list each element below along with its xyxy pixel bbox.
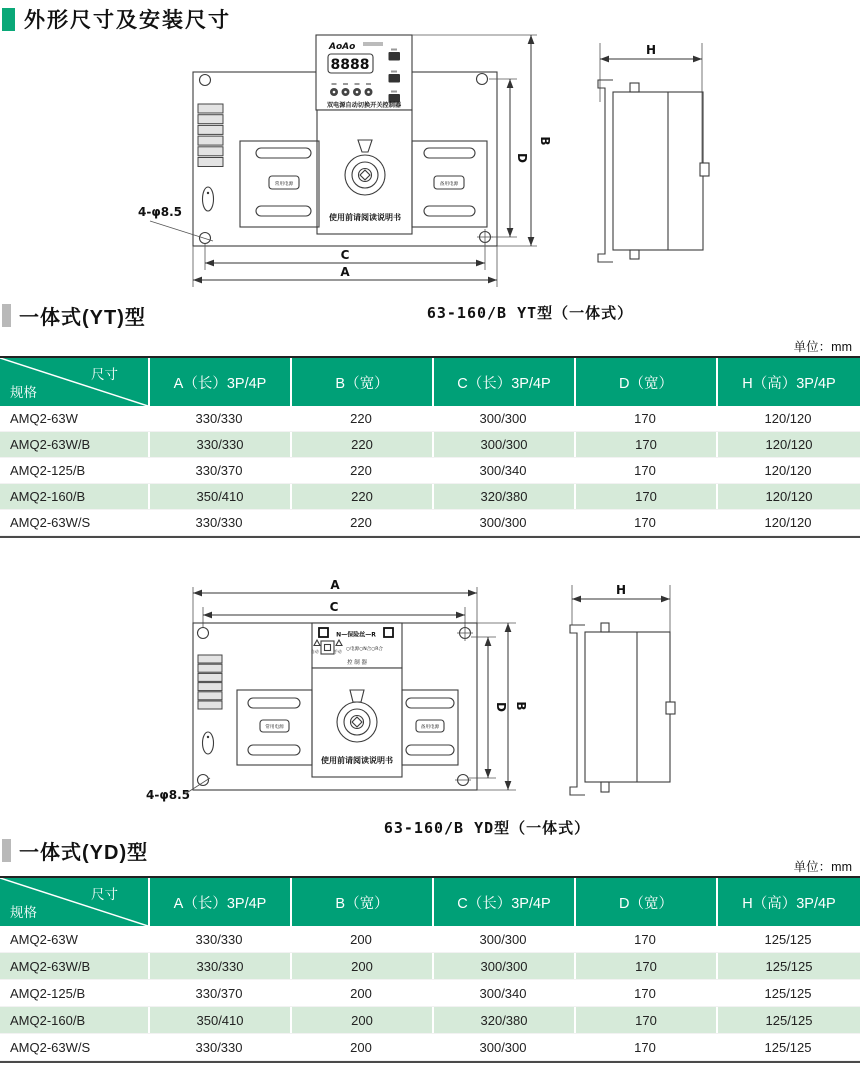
value-cell: 320/380 bbox=[432, 1007, 574, 1033]
reserve-power-label: 备用电源 bbox=[420, 725, 440, 730]
value-cell: 200 bbox=[350, 931, 372, 947]
top-tab bbox=[601, 623, 609, 632]
terminal-block bbox=[198, 655, 222, 709]
dim-d-label: D bbox=[515, 153, 529, 163]
table-row bbox=[0, 510, 860, 536]
value-cell: 300/340 bbox=[479, 463, 527, 478]
col-header-b: B（宽） bbox=[290, 878, 432, 926]
controller-module bbox=[316, 35, 412, 110]
value-cell: 170 bbox=[634, 463, 656, 478]
dim-b-label: B bbox=[538, 136, 552, 146]
dim-b-label: B bbox=[514, 701, 528, 711]
col-header-c: C（长）3P/4P bbox=[432, 878, 574, 926]
col-header-c: C（长）3P/4P bbox=[432, 358, 574, 406]
yt-section-marker-icon bbox=[2, 304, 11, 327]
bottom-tab bbox=[601, 782, 609, 792]
value-cell: 300/300 bbox=[432, 432, 574, 457]
dim-h-label: H bbox=[645, 43, 657, 57]
normal-power-pad bbox=[237, 690, 312, 765]
value-cell: 125/125 bbox=[764, 931, 812, 947]
value-cell: 330/330 bbox=[195, 411, 243, 426]
value-cell: 300/300 bbox=[479, 411, 527, 426]
value-cell: 220 bbox=[290, 484, 432, 509]
value-cell: 120/120 bbox=[716, 432, 860, 457]
body-profile bbox=[585, 632, 670, 782]
spec-cell: AMQ2-63W/B bbox=[0, 953, 148, 979]
yd-section-heading: 一体式(YD)型 bbox=[19, 842, 149, 864]
value-cell: 125/125 bbox=[764, 1039, 812, 1055]
value-cell: 300/300 bbox=[479, 515, 527, 530]
dim-d-label: D bbox=[494, 702, 508, 712]
keyhole-slot bbox=[203, 187, 214, 211]
page-title: 外形尺寸及安装尺寸 bbox=[24, 9, 231, 32]
value-cell: 170 bbox=[634, 985, 656, 1001]
value-cell: 125/125 bbox=[764, 985, 812, 1001]
fuse-label: N—保险丝—R bbox=[336, 631, 376, 639]
value-cell: 350/410 bbox=[148, 484, 290, 509]
value-cell: 350/410 bbox=[148, 1007, 290, 1033]
spec-cell: AMQ2-160/B bbox=[0, 484, 148, 509]
yt-dimension-drawing bbox=[0, 28, 860, 292]
yd-unit-label: 单位：mm bbox=[793, 860, 852, 874]
value-cell: 170 bbox=[634, 515, 656, 530]
table-row bbox=[0, 1034, 860, 1061]
yt-unit-label: 单位：mm bbox=[793, 340, 852, 354]
yt-table-header bbox=[0, 358, 860, 406]
yd-section-bar bbox=[2, 836, 148, 865]
body-profile bbox=[613, 92, 703, 250]
table-corner-cell bbox=[0, 878, 148, 926]
value-cell: 320/380 bbox=[432, 484, 574, 509]
mounting-hole bbox=[198, 628, 209, 639]
col-header-d: D（宽） bbox=[574, 878, 716, 926]
top-tab bbox=[630, 83, 639, 92]
col-header-a: A（长）3P/4P bbox=[148, 878, 290, 926]
normal-power-label: 常用电源 bbox=[274, 182, 294, 187]
mounting-hole-crosshair bbox=[477, 229, 493, 245]
table-row bbox=[0, 406, 860, 432]
keyhole-slot bbox=[203, 732, 214, 754]
read-manual-text: 使用前请阅读说明书 bbox=[329, 213, 401, 222]
mounting-bracket bbox=[570, 625, 585, 795]
value-cell: 200 bbox=[290, 953, 432, 979]
yd-section-marker-icon bbox=[2, 839, 11, 862]
dimension-lines bbox=[193, 578, 477, 627]
value-cell: 300/300 bbox=[432, 953, 574, 979]
bottom-tab bbox=[630, 250, 639, 259]
spec-cell: AMQ2-63W/B bbox=[0, 432, 148, 457]
yt-side-view bbox=[598, 43, 709, 262]
controller-caption: 双电源自动切换开关控制器 bbox=[326, 102, 402, 109]
yd-side-view bbox=[570, 583, 675, 795]
dim-a-label: A bbox=[330, 578, 340, 592]
indicator-labels: ○电源○N合○R合 bbox=[346, 647, 384, 652]
value-cell: 220 bbox=[290, 432, 432, 457]
value-cell: 120/120 bbox=[716, 484, 860, 509]
mounting-hole-crosshair bbox=[455, 775, 471, 786]
value-cell: 120/120 bbox=[764, 463, 812, 478]
dim-c-label: C bbox=[340, 248, 350, 262]
col-header-h: H（高）3P/4P bbox=[716, 878, 860, 926]
col-header-b: B（宽） bbox=[290, 358, 432, 406]
value-cell: 220 bbox=[350, 463, 372, 478]
value-cell: 170 bbox=[574, 1007, 716, 1033]
brand-logo: AoAo bbox=[329, 42, 356, 52]
spec-cell: AMQ2-63W bbox=[10, 411, 78, 426]
value-cell: 200 bbox=[350, 1039, 372, 1055]
controller-panel bbox=[311, 623, 402, 668]
value-cell: 330/330 bbox=[195, 1039, 243, 1055]
hole-spec-label: 4-φ8.5 bbox=[138, 205, 182, 219]
value-cell: 120/120 bbox=[764, 515, 812, 530]
yt-drawing-caption: 63-160/B YT型（一体式） bbox=[426, 304, 634, 322]
value-cell: 220 bbox=[350, 411, 372, 426]
spec-cell: AMQ2-63W bbox=[10, 931, 78, 947]
yt-section-heading: 一体式(YT)型 bbox=[19, 307, 146, 329]
yd-table-header bbox=[0, 878, 860, 926]
controller-buttons bbox=[389, 49, 401, 103]
manual-label: 手动 bbox=[334, 649, 342, 654]
controller-label: 控 制 器 bbox=[347, 660, 367, 666]
yd-front-view bbox=[146, 578, 528, 802]
corner-dim-label: 尺寸 bbox=[91, 887, 118, 902]
table-row bbox=[0, 953, 860, 980]
value-cell: 330/330 bbox=[148, 432, 290, 457]
value-cell: 300/340 bbox=[479, 985, 527, 1001]
table-row bbox=[0, 484, 860, 510]
table-row bbox=[0, 432, 860, 458]
reserve-power-label: 备用电源 bbox=[439, 182, 459, 187]
corner-dim-label: 尺寸 bbox=[91, 367, 118, 382]
value-cell: 330/370 bbox=[195, 985, 243, 1001]
value-cell: 330/330 bbox=[195, 515, 243, 530]
terminal-block bbox=[198, 104, 223, 167]
table-row bbox=[0, 926, 860, 953]
value-cell: 170 bbox=[574, 953, 716, 979]
value-cell: 170 bbox=[634, 411, 656, 426]
auto-label: 自动 bbox=[311, 649, 319, 654]
yd-dimensions-table bbox=[0, 876, 860, 1063]
corner-spec-label: 规格 bbox=[10, 385, 37, 400]
corner-spec-label: 规格 bbox=[10, 905, 37, 920]
spec-cell: AMQ2-63W/S bbox=[10, 515, 91, 530]
col-header-a: A（长）3P/4P bbox=[148, 358, 290, 406]
switch-unit bbox=[312, 668, 402, 777]
value-cell: 125/125 bbox=[716, 1007, 860, 1033]
yd-drawing-caption: 63-160/B YD型（一体式） bbox=[383, 819, 591, 837]
value-cell: 220 bbox=[350, 515, 372, 530]
col-header-h: H（高）3P/4P bbox=[716, 358, 860, 406]
col-header-d: D（宽） bbox=[574, 358, 716, 406]
hole-spec-label: 4-φ8.5 bbox=[146, 788, 190, 802]
mounting-hole-crosshair bbox=[457, 625, 473, 641]
mounting-bracket bbox=[598, 80, 613, 262]
dim-a-label: A bbox=[340, 265, 350, 279]
normal-power-label: 常用电源 bbox=[265, 725, 284, 730]
value-cell: 300/300 bbox=[479, 1039, 527, 1055]
value-cell: 170 bbox=[634, 931, 656, 947]
reserve-power-pad bbox=[402, 690, 458, 765]
table-corner-cell bbox=[0, 358, 148, 406]
spec-cell: AMQ2-125/B bbox=[10, 463, 86, 478]
value-cell: 170 bbox=[574, 432, 716, 457]
display-digits: 8888 bbox=[330, 57, 370, 73]
brand-subtext bbox=[363, 42, 383, 46]
yt-front-view bbox=[138, 35, 552, 287]
normal-power-pad bbox=[240, 141, 319, 227]
value-cell: 200 bbox=[290, 1007, 432, 1033]
spec-cell: AMQ2-63W/S bbox=[10, 1039, 91, 1055]
reserve-power-pad bbox=[412, 141, 487, 227]
dim-h-label: H bbox=[615, 583, 627, 597]
dim-c-label: C bbox=[329, 600, 339, 614]
table-row bbox=[0, 1007, 860, 1034]
value-cell: 120/120 bbox=[764, 411, 812, 426]
value-cell: 170 bbox=[634, 1039, 656, 1055]
yd-dimension-drawing bbox=[0, 575, 860, 815]
switch-unit bbox=[317, 110, 412, 234]
value-cell: 200 bbox=[350, 985, 372, 1001]
spec-cell: AMQ2-125/B bbox=[10, 985, 86, 1001]
value-cell: 125/125 bbox=[716, 953, 860, 979]
value-cell: 330/370 bbox=[195, 463, 243, 478]
side-notch bbox=[700, 163, 709, 176]
mounting-hole bbox=[200, 233, 211, 244]
value-cell: 330/330 bbox=[195, 931, 243, 947]
value-cell: 300/300 bbox=[479, 931, 527, 947]
table-row bbox=[0, 458, 860, 484]
yt-dimensions-table bbox=[0, 356, 860, 538]
side-notch bbox=[666, 702, 675, 714]
value-cell: 330/330 bbox=[148, 953, 290, 979]
mounting-hole bbox=[200, 75, 211, 86]
read-manual-text: 使用前请阅读说明书 bbox=[321, 756, 393, 765]
spec-cell: AMQ2-160/B bbox=[0, 1007, 148, 1033]
table-row bbox=[0, 980, 860, 1007]
value-cell: 170 bbox=[574, 484, 716, 509]
yt-section-bar bbox=[2, 301, 146, 330]
mounting-hole bbox=[477, 74, 488, 85]
